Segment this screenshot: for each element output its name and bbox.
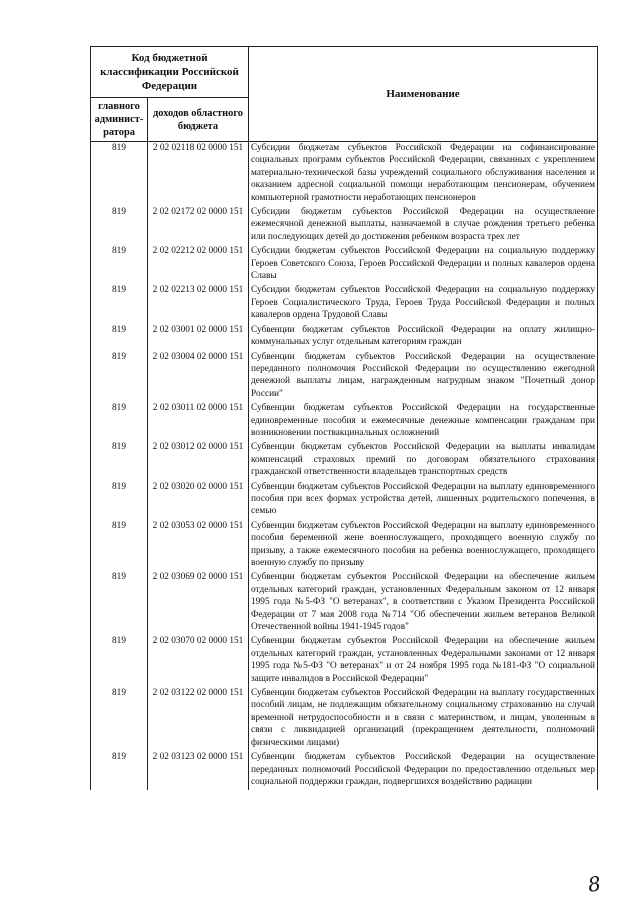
admin-code-cell: 819 [91, 245, 148, 284]
header-admin-column: главного админист-ратора [91, 98, 148, 142]
header-code-column: доходов областного бюджета [148, 98, 249, 142]
name-cell: Субвенции бюджетам субъектов Российской Федерации на государственные единовременные пособия и ежемесячные денежные компенсации гражданам при возникновении поствакцинальных осложнений [249, 402, 598, 441]
page-number: 8 [586, 871, 603, 897]
table-row [91, 245, 598, 284]
table-body [91, 142, 598, 791]
name-cell: Субвенции бюджетам субъектов Российской Федерации на оплату жилищно-коммунальных услуг отдельным категориям граждан [249, 324, 598, 351]
name-cell: Субвенции бюджетам субъектов Российской Федерации на осуществление переданного полномочия Российской Федерации по осуществлению ежегодной денежной выплаты лицам, награжденным нагрудным знаком "Почетный донор России" [249, 351, 598, 403]
header-group-title: Код бюджетной классификации Российской Федерации [91, 47, 249, 98]
admin-code-cell: 819 [91, 142, 148, 207]
income-code-cell: 2 02 03123 02 0000 151 [148, 751, 249, 790]
admin-code-cell: 819 [91, 635, 148, 687]
income-code-cell: 2 02 02212 02 0000 151 [148, 245, 249, 284]
budget-classification-table [90, 46, 598, 790]
income-code-cell: 2 02 03070 02 0000 151 [148, 635, 249, 687]
table-row [91, 571, 598, 635]
name-cell: Субсидии бюджетам субъектов Российской Федерации на социальную поддержку Героев Социалистического Труда, Героев Труда Российской Федерации и полных кавалеров ордена Трудовой Славы [249, 284, 598, 323]
name-cell: Субсидии бюджетам субъектов Российской Федерации на социальную поддержку Героев Советского Союза, Героев Российской Федерации и полных кавалеров ордена Славы [249, 245, 598, 284]
name-cell: Субвенции бюджетам субъектов Российской Федерации на обеспечение жильем отдельных категорий граждан, установленных Федеральными законами от 12 января 1995 года №5-ФЗ "О ветеранах" и от 24 ноября 1995 года №181-ФЗ "О социальной защите инвалидов в Российской Федерации" [249, 635, 598, 687]
name-cell: Субсидии бюджетам субъектов Российской Федерации на осуществление ежемесячной денежной выплаты, назначаемой в случае рождения третьего ребенка или последующих детей до достижения ребенком возраста трех лет [249, 206, 598, 245]
table-row [91, 206, 598, 245]
table-row [91, 142, 598, 207]
admin-code-cell: 819 [91, 284, 148, 323]
table-row [91, 284, 598, 323]
admin-code-cell: 819 [91, 481, 148, 520]
income-code-cell: 2 02 03053 02 0000 151 [148, 520, 249, 572]
table-row [91, 402, 598, 441]
income-code-cell: 2 02 03004 02 0000 151 [148, 351, 249, 403]
admin-code-cell: 819 [91, 687, 148, 751]
table-row [91, 520, 598, 572]
income-code-cell: 2 02 03020 02 0000 151 [148, 481, 249, 520]
income-code-cell: 2 02 02172 02 0000 151 [148, 206, 249, 245]
admin-code-cell: 819 [91, 520, 148, 572]
admin-code-cell: 819 [91, 324, 148, 351]
admin-code-cell: 819 [91, 206, 148, 245]
name-cell: Субсидии бюджетам субъектов Российской Федерации на софинансирование социальных программ субъектов Российской Федерации, связанных с укреплением материально-технической базы учреждений социального обслуживания населения и оказанием адресной социальной помощи неработающим пенсионерам, обучением компьютерной грамотности неработающих пенсионеров [249, 142, 598, 207]
admin-code-cell: 819 [91, 351, 148, 403]
table-row [91, 751, 598, 790]
table-row [91, 351, 598, 403]
table-row [91, 441, 598, 480]
income-code-cell: 2 02 02118 02 0000 151 [148, 142, 249, 207]
admin-code-cell: 819 [91, 571, 148, 635]
name-cell: Субвенции бюджетам субъектов Российской Федерации на осуществление переданных полномочий Российской Федерации по предоставлению отдельных мер социальной поддержки граждан, подвергшихся воздействию радиации [249, 751, 598, 790]
income-code-cell: 2 02 02213 02 0000 151 [148, 284, 249, 323]
name-cell: Субвенции бюджетам субъектов Российской Федерации на выплату государственных пособий лицам, не подлежащим обязательному социальному страхованию на случай временной нетрудоспособности и в связи с материнством, и лицам, уволенным в связи с ликвидацией организаций (прекращением деятельности, полномочий физическими лицами) [249, 687, 598, 751]
admin-code-cell: 819 [91, 751, 148, 790]
table-row [91, 481, 598, 520]
income-code-cell: 2 02 03122 02 0000 151 [148, 687, 249, 751]
admin-code-cell: 819 [91, 441, 148, 480]
table-row [91, 324, 598, 351]
income-code-cell: 2 02 03012 02 0000 151 [148, 441, 249, 480]
name-cell: Субвенции бюджетам субъектов Российской Федерации на выплаты инвалидам компенсаций страховых премий по договорам обязательного страхования гражданской ответственности владельцев транспортных средств [249, 441, 598, 480]
name-cell: Субвенции бюджетам субъектов Российской Федерации на выплату единовременного пособия при всех формах устройства детей, лишенных родительского попечения, в семью [249, 481, 598, 520]
income-code-cell: 2 02 03011 02 0000 151 [148, 402, 249, 441]
header-name-column: Наименование [249, 47, 598, 142]
income-code-cell: 2 02 03001 02 0000 151 [148, 324, 249, 351]
name-cell: Субвенции бюджетам субъектов Российской Федерации на выплату единовременного пособия беременной жене военнослужащего, проходящего военную службу по призыву, а также ежемесячного пособия на ребенка военнослужащего, проходящего военную службу по призыву [249, 520, 598, 572]
table-row [91, 635, 598, 687]
name-cell: Субвенции бюджетам субъектов Российской Федерации на обеспечение жильем отдельных категорий граждан, установленных Федеральным законом от 12 января 1995 года №5-ФЗ "О ветеранах", в соответствии с Указом Президента Российской Федерации от 7 мая 2008 года №714 "Об обеспечении жильем ветеранов Великой Отечественной войны 1941-1945 годов" [249, 571, 598, 635]
admin-code-cell: 819 [91, 402, 148, 441]
income-code-cell: 2 02 03069 02 0000 151 [148, 571, 249, 635]
table-row [91, 687, 598, 751]
